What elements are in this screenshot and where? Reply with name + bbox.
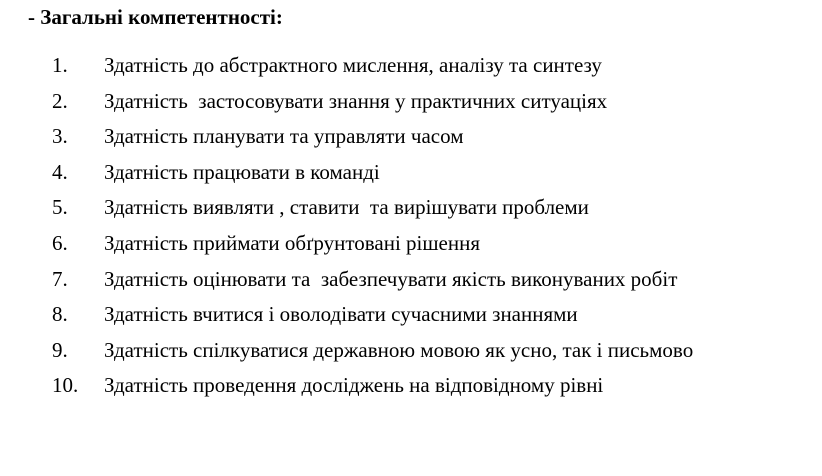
list-item <box>0 230 481 266</box>
section-heading: - Загальні компетентності: <box>28 5 283 29</box>
list-item-number: 3. <box>52 124 68 149</box>
list-item-number: 10. <box>52 373 79 398</box>
list-item <box>0 194 589 230</box>
list-item-number: 8. <box>52 302 68 327</box>
list-item-text: Здатність вчитися і оволодівати сучасними знаннями <box>104 302 578 327</box>
list-item-number: 1. <box>52 53 68 77</box>
list-item-number: 4. <box>52 159 68 184</box>
list-item <box>0 301 578 337</box>
list-item <box>0 337 694 373</box>
list-item-number: 5. <box>52 195 68 220</box>
list-item-text: Здатність приймати обґрунтовані рішення <box>104 230 481 255</box>
list-item-number: 7. <box>52 266 68 291</box>
list-item-text: Здатність працювати в команді <box>104 159 380 184</box>
list-item <box>0 266 678 302</box>
list-item-text: Здатність застосовувати знання у практичних ситуаціях <box>104 88 608 113</box>
list-item <box>0 88 608 124</box>
list-item-text: Здатність спілкуватися державною мовою як усно, так і письмово <box>104 337 694 362</box>
list-item-number: 6. <box>52 230 68 255</box>
competencies-list <box>0 52 694 408</box>
list-item-text: Здатність планувати та управляти часом <box>104 124 464 149</box>
list-item-text: Здатність виявляти , ставити та вирішувати проблеми <box>104 195 589 220</box>
list-item <box>0 52 602 88</box>
list-item-number: 2. <box>52 88 68 113</box>
list-item-text: Здатність оцінювати та забезпечувати якість виконуваних робіт <box>104 266 678 291</box>
list-item-text: Здатність проведення досліджень на відповідному рівні <box>104 373 604 398</box>
list-item <box>0 372 604 408</box>
list-item <box>0 159 380 195</box>
list-item <box>0 123 464 159</box>
list-item-number: 9. <box>52 337 68 362</box>
list-item-text: Здатність до абстрактного мислення, аналізу та синтезу <box>104 53 602 77</box>
